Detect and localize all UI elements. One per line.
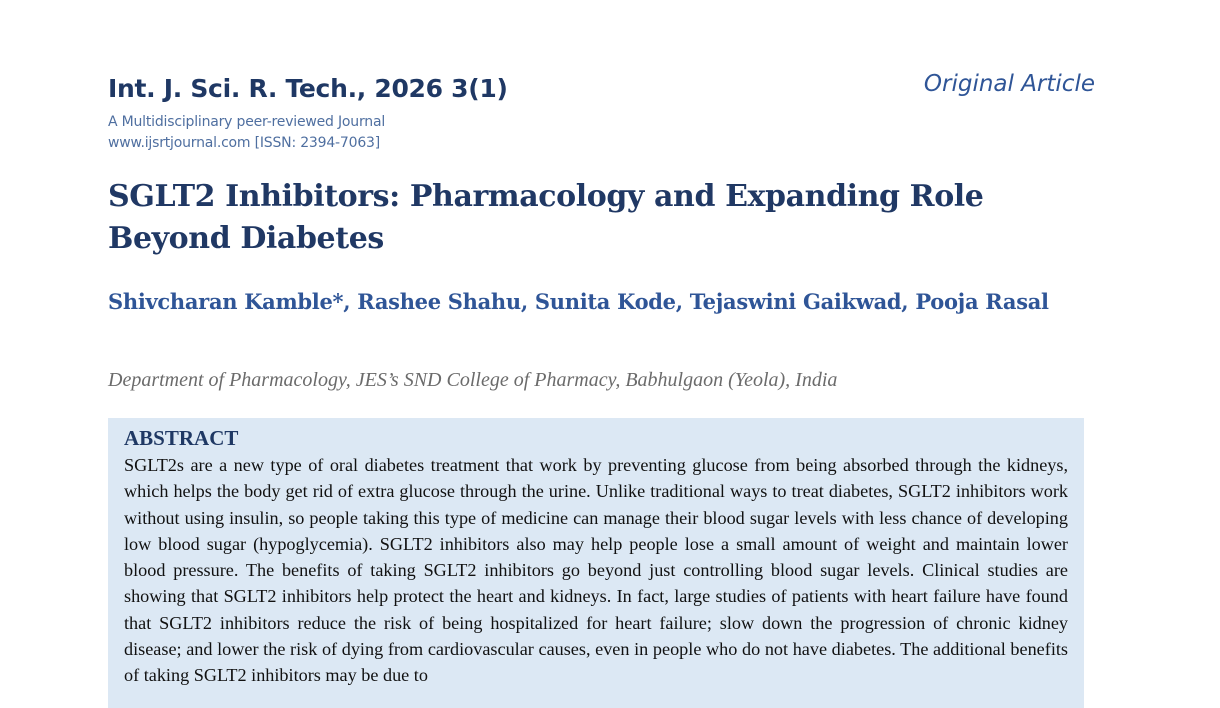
author-affiliation: Department of Pharmacology, JES’s SND College of Pharmacy, Babhulgaon (Yeola), India [108,369,838,391]
journal-title: Int. J. Sci. R. Tech., 2026 3(1) [108,74,508,103]
journal-website-issn: www.ijsrtjournal.com [ISSN: 2394-7063] [108,135,380,151]
abstract-heading: ABSTRACT [124,426,239,450]
journal-subtitle: A Multidisciplinary peer-reviewed Journal [108,114,386,130]
abstract-text: SGLT2s are a new type of oral diabetes treatment that work by preventing glucose from being absorbed through the kidneys, which helps the body get rid of extra glucose through the urine. Unlike traditional ways to treat diabetes, SGLT2 inhibitors work without using insulin, so people taking this type of medicine can manage their blood sugar levels with less chance of developing low blood sugar (hypoglycemia). SGLT2 inhibitors also may help people lose a small amount of weight and maintain lower blood pressure. The benefits of taking SGLT2 inhibitors go beyond just controlling blood sugar levels. Clinical studies are showing that SGLT2 inhibitors help protect the heart and kidneys. In fact, large studies of patients with heart failure have found that SGLT2 inhibitors reduce the risk of being hospitalized for heart failure; slow down the progression of chronic kidney disease; and lower the risk of dying from cardiovascular causes, even in people who do not have diabetes. The additional benefits of taking SGLT2 inhibitors may be due to [124,455,1068,686]
abstract-section [108,418,1084,708]
paper-title: SGLT2 Inhibitors: Pharmacology and Expanding Role Beyond Diabetes [108,179,984,256]
article-type-label: Original Article [923,71,1095,97]
author-list: Shivcharan Kamble*, Rashee Shahu, Sunita Kode, Tejaswini Gaikwad, Pooja Rasal [108,289,1049,314]
